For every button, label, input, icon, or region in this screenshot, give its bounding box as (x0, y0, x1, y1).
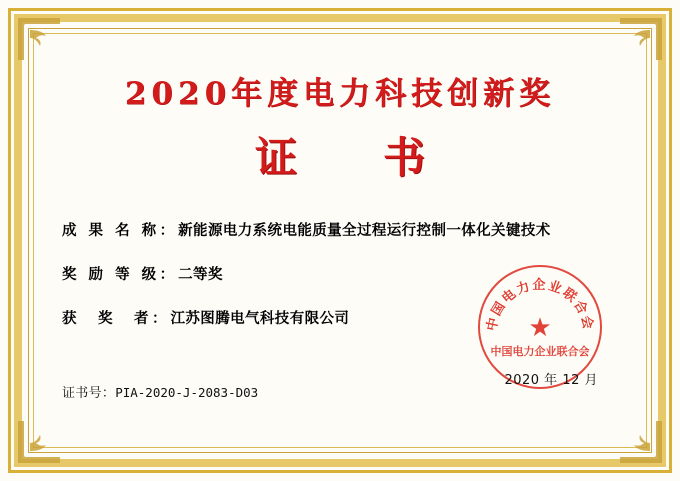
certificate-number-label: 证书号： (62, 386, 116, 401)
field-label: 获 奖 者 (62, 311, 152, 327)
field-value: 江苏图腾电气科技有限公司 (170, 311, 350, 327)
field-label: 成 果 名 称 (62, 223, 160, 239)
field-label: 奖 励 等 级 (62, 267, 160, 283)
seal-star-icon: ★ (528, 312, 552, 342)
field-colon: ： (159, 267, 175, 283)
certificate-content (40, 40, 640, 441)
certificate-number-value: PIA-2020-J-2083-D03 (115, 385, 259, 400)
field-value: 二等奖 (178, 267, 223, 283)
svg-text:中国电力企业联合会: 中国电力企业联合会 (484, 278, 596, 333)
field-colon: ： (152, 311, 167, 327)
certificate-subtitle: 证 书 (254, 133, 447, 182)
field-value: 新能源电力系统电能质量全过程运行控制一体化关键技术 (178, 223, 551, 239)
seal-bottom-text: 中国电力企业联合会 (490, 345, 590, 358)
field-colon: ： (159, 223, 175, 239)
field-row-achievement-name (62, 219, 630, 240)
certificate-number (62, 382, 258, 401)
issue-date: 2020 年 12 月 (504, 373, 598, 388)
certificate-title: 2020年度电力科技创新奖 (124, 76, 556, 112)
